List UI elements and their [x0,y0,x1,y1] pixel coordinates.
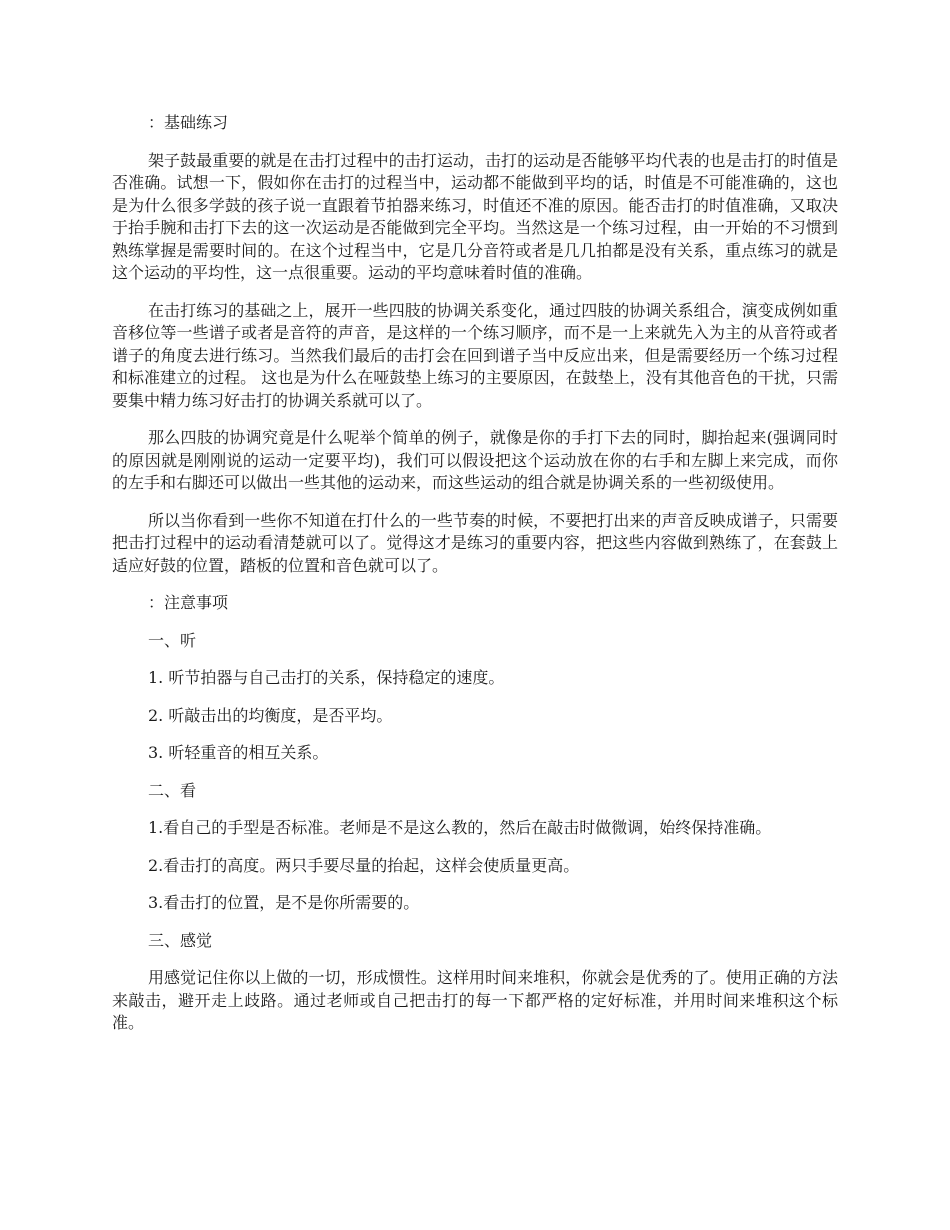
section-heading-basic-practice: ：基础练习 [148,113,229,132]
list-item-listen-3: 3. 听轻重音的相互关系。 [148,743,329,762]
list-item-look-3: 3.看击打的位置，是不是你所需要的。 [148,893,420,912]
list-item-look-2: 2.看击打的高度。两只手要尽量的抬起，这样会使质量更高。 [148,855,580,875]
paragraph-coordination-example: 那么四肢的协调究竟是什么呢举个简单的例子，就像是你的手打下去的同时，脚抬起来(强调同时的原因就是刚刚说的运动一定要平均)，我们可以假设把这个运动放在你的右手和左脚上来完成，而你的左手和右脚还可以做出一些其他的运动来，而这些运动的组合就是协调关系的一些初级使用。 [112,428,838,492]
paragraph-feel: 用感觉记住你以上做的一切，形成惯性。这样用时间来堆积，你就会是优秀的了。使用正确的方法来敲击，避开走上歧路。通过老师或自己把击打的每一下都严格的定好标准，并用时间来堆积这个标准。 [112,968,838,1032]
subheading-feel: 三、感觉 [148,930,213,950]
paragraph-rhythm-motion: 所以当你看到一些你不知道在打什么的一些节奏的时候，不要把打出来的声音反映成谱子，只需要把击打过程中的运动看清楚就可以了。觉得这才是练习的重要内容，把这些内容做到熟练了，在套鼓上适应好鼓的位置，踏板的位置和音色就可以了。 [112,510,838,575]
list-item-look-1: 1.看自己的手型是否标准。老师是不是这么教的，然后在敲击时做微调，始终保持准确。 [148,818,772,837]
subheading-look: 二、看 [148,780,197,800]
section-heading-notes: ：注意事项 [148,593,229,612]
document-page [112,112,838,1050]
paragraph-striking-motion: 架子鼓最重要的就是在击打过程中的击打运动，击打的运动是否能够平均代表的也是击打的时值是否准确。试想一下，假如你在击打的过程当中，运动都不能做到平均的话，时值是不可能准确的，这也是为什么很多学鼓的孩子说一直跟着节拍器来练习，时值还不准的原因。能否击打的时值准确，又取决于抬手腕和击打下去的这一次运动是否能做到完全平均。当然这是一个练习过程，由一开始的不习惯到熟练掌握是需要时间的。在这个过程当中，它是几分音符或者是几几拍都是没有关系，重点练习的就是这个运动的平均性，这一点很重要。运动的平均意味着时值的准确。 [112,150,838,282]
paragraph-limb-coordination: 在击打练习的基础之上，展开一些四肢的协调关系变化，通过四肢的协调关系组合，演变成例如重音移位等一些谱子或者是音符的声音，是这样的一个练习顺序，而不是一上来就先入为主的从音符或者谱子的角度去进行练习。当然我们最后的击打会在回到谱子当中反应出来，但是需要经历一个练习过程和标准建立的过程。 这也是为什么在哑鼓垫上练习的主要原因，在鼓垫上，没有其他音色的干扰，只需要集中精力练习好击打的协调关系就可以了。 [112,300,838,410]
list-item-listen-1: 1. 听节拍器与自己击打的关系，保持稳定的速度。 [148,668,505,687]
list-item-listen-2: 2. 听敲击出的均衡度，是否平均。 [148,705,393,725]
subheading-listen: 一、听 [148,630,197,650]
